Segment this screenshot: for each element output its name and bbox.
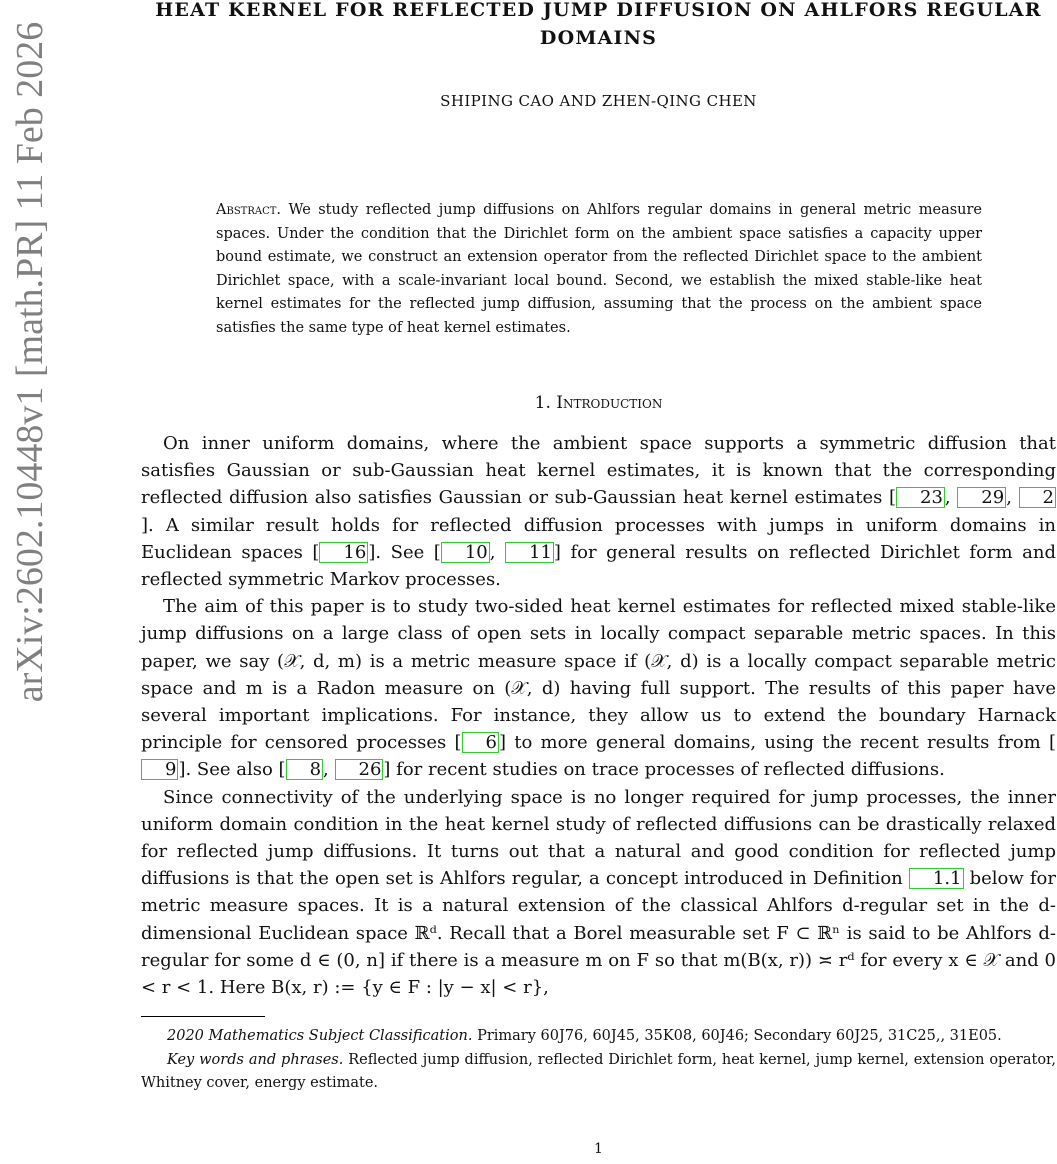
definition-link[interactable]: 1.1: [909, 868, 964, 889]
paragraph: On inner uniform domains, where the ambient space supports a symmetric diffusion that satisfies Gaussian or sub-Gaussian heat kernel estimates, it is known that the corresponding reflected diffusion also satisfies Gaussian or sub-Gaussian heat kernel estimates [ 23 , 29 , 2]. A similar result holds for reflected diffusion processes with jumps in uniform domains in Euclidean spaces [ 16 ]. See [ 10 , 11 ] for general results on reflected Dirichlet form and reflected symmetric Markov processes.: [141, 433, 1056, 591]
citation-link[interactable]: 23: [896, 487, 945, 508]
footnote-text: Primary 60J76, 60J45, 35K08, 60J46; Secondary 60J25, 31C25,, 31E05.: [477, 1028, 1002, 1044]
section-heading: [140, 393, 1057, 413]
body-text: [141, 430, 1056, 1001]
section-title: Introduction: [556, 393, 663, 413]
text-run: ]. A similar result holds for reflected diffusion processes with jumps in uniform domains in Euclidean spaces [: [141, 514, 1056, 563]
citation-link[interactable]: 16: [319, 542, 368, 563]
citation-link[interactable]: 10: [441, 542, 490, 563]
footnote-rule: [141, 1016, 265, 1017]
footnotes: [141, 1025, 1056, 1096]
footnote-label: Key words and phrases.: [167, 1051, 344, 1068]
footnote-msc: [141, 1025, 1056, 1049]
abstract: [216, 199, 982, 340]
abstract-text: We study reflected jump diffusions on Ahlfors regular domains in general metric measure spaces. Under the condition that the Dirichlet form on the ambient space satisfies a capacity upper bound estimate, we construct an extension operator from the reflected Dirichlet space to the ambient Dirichlet space, with a scale-invariant local bound. Second, we establish the mixed stable-like heat kernel estimates for the reflected jump diffusion, assuming that the process on the ambient space satisfies the same type of heat kernel estimates.: [216, 202, 983, 336]
arxiv-stamp: [0, 0, 51, 1164]
citation-link[interactable]: 29: [957, 487, 1006, 508]
footnote-label: 2020 Mathematics Subject Classification.: [167, 1028, 473, 1044]
citation-link[interactable]: 2: [1019, 487, 1056, 508]
paper-title: HEAT KERNEL FOR REFLECTED JUMP DIFFUSION ON AHLFORS REGULAR DOMAINS: [155, 0, 1042, 49]
text-run: ] for general results on reflected Dirichlet form and reflected symmetric Markov processes.: [141, 541, 1056, 591]
text-run: The aim of this paper is to study two-sided heat kernel estimates for reflected mixed stable-like jump diffusions on a large class of open sets in locally compact separable metric spaces. In this paper, we say (𝒳, d, m) is a metric measure space if (𝒳, d) is a locally compact separable metric space and m is a Radon measure on (𝒳, d) having full support. The results of this paper have several important implications. For instance, they allow us to extend the boundary Harnack principle for censored processes [: [141, 596, 1056, 754]
citation-link[interactable]: 6: [462, 732, 499, 753]
page-number: 1: [594, 1141, 603, 1157]
paragraph: [141, 784, 1056, 1002]
citation-link[interactable]: 26: [335, 759, 384, 780]
text-run: Since connectivity of the underlying space is no longer required for jump processes, the inner uniform domain condition in the heat kernel study of reflected diffusions can be drastically relaxed for reflected jump diffusions. It turns out that a natural and good condition for reflected jump diffusions is that the open set is Ahlfors regular, a concept introduced in Definition: [141, 786, 1056, 890]
text-run: ] for recent studies on trace processes of reflected diffusions.: [383, 759, 945, 781]
citation-link[interactable]: 9: [141, 759, 178, 780]
paper-authors: SHIPING CAO AND ZHEN-QING CHEN: [440, 92, 757, 110]
citation-link[interactable]: 8: [286, 759, 323, 780]
text-run: ]. See also [: [178, 759, 286, 781]
section-number: 1.: [534, 393, 551, 413]
text-run: ] to more general domains, using the recent results from [: [498, 732, 1056, 754]
arxiv-id: arXiv:2602.10448v1 [math.PR] 11 Feb 2026: [9, 21, 51, 703]
text-run: below for metric measure spaces. It is a natural extension of the classical Ahlfors d-regular set in the d-dimensional Euclidean space ℝᵈ. Recall that a Borel measurable set F ⊂ ℝⁿ is said to be Ahlfors d-regular for some d ∈ (0, n] if there is a measure m on F so that m(B(x, r)) ≍ rᵈ for every x ∈ 𝒳 and 0 < r < 1. Here B(x, r) := {y ∈ F : |y − x| < r},: [141, 868, 1056, 999]
footnote-text: Reflected jump diffusion, reflected Dirichlet form, heat kernel, jump kernel, extension operator, Whitney cover, energy estimate.: [141, 1051, 1057, 1091]
paragraph: The aim of this paper is to study two-sided heat kernel estimates for reflected mixed stable-like jump diffusions on a large class of open sets in locally compact separable metric spaces. In this paper, we say (𝒳, d, m) is a metric measure space if (𝒳, d) is a locally compact separable metric space and m is a Radon measure on (𝒳, d) having full support. The results of this paper have several important implications. For instance, they allow us to extend the boundary Harnack principle for censored processes [ 6 ] to more general domains, using the recent results from [9 ]. See also [ 8 , 26 ] for recent studies on trace processes of reflected diffusions.: [141, 596, 1056, 781]
abstract-label: Abstract.: [216, 202, 282, 218]
footnote-keywords: [141, 1049, 1056, 1096]
text-run: On inner uniform domains, where the ambient space supports a symmetric diffusion that satisfies Gaussian or sub-Gaussian heat kernel estimates, it is known that the corresponding reflected diffusion also satisfies Gaussian or sub-Gaussian heat kernel estimates [: [141, 433, 1056, 509]
citation-link[interactable]: 11: [505, 542, 554, 563]
text-run: ]. See [: [368, 541, 441, 563]
